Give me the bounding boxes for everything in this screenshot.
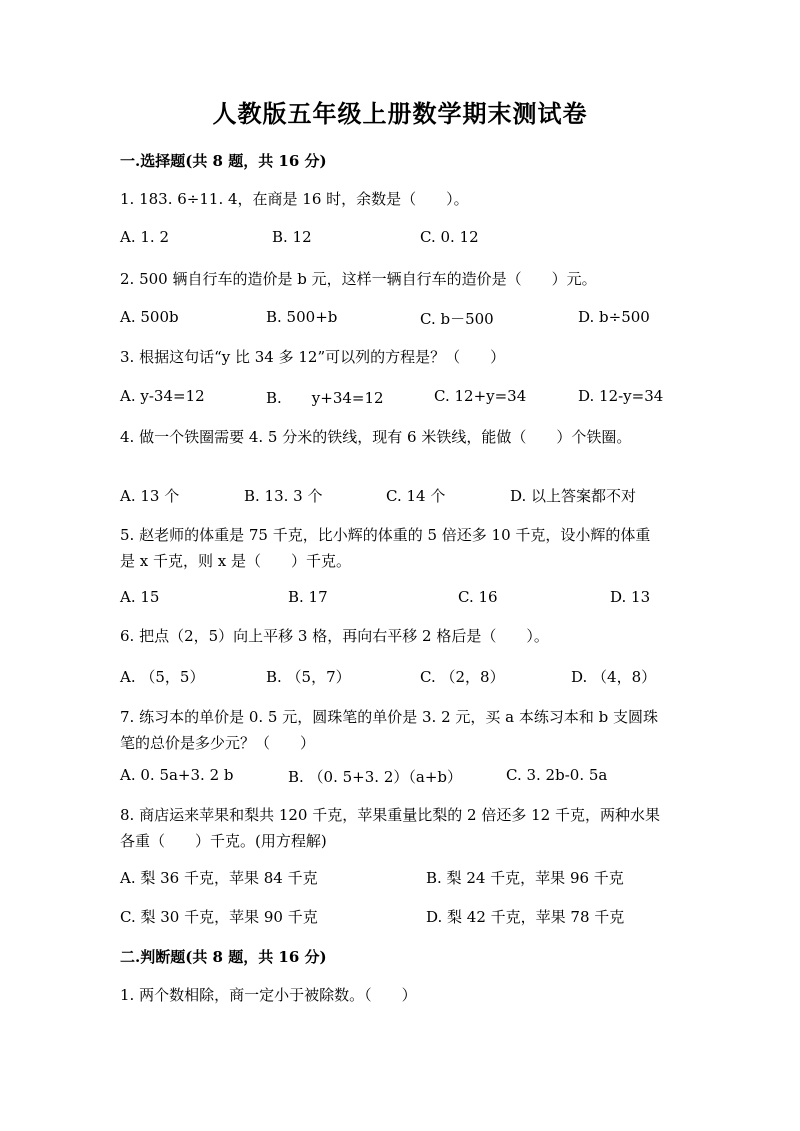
option-row xyxy=(0,485,800,509)
judgement-question-1 xyxy=(120,982,685,1008)
option-a: A. 梨 36 千克，苹果 84 千克 xyxy=(120,869,318,887)
option-b: B. 13. 3 个 xyxy=(244,487,323,505)
option-b: B. （0. 5+3. 2）（a+b） xyxy=(288,768,462,786)
question-5 xyxy=(120,522,685,574)
question-text-line-2: 是 x 千克，则 x 是（ ）千克。 xyxy=(120,552,351,570)
option-c: C. 12+y=34 xyxy=(434,387,527,405)
question-4 xyxy=(120,424,685,450)
option-c: C. 16 xyxy=(458,588,498,606)
option-row xyxy=(0,588,800,612)
option-d: D. b÷500 xyxy=(578,308,650,326)
option-b: B. y+34=12 xyxy=(266,389,384,407)
option-a: A. （5，5） xyxy=(120,668,205,686)
section-heading-judgement: 二.判断题(共 8 题，共 16 分) xyxy=(120,948,327,966)
option-a: A. 1. 2 xyxy=(120,228,169,246)
question-text: 1. 两个数相除，商一定小于被除数。（ ） xyxy=(120,986,417,1004)
option-row xyxy=(0,906,800,930)
question-text: 4. 做一个铁圈需要 4. 5 分米的铁线，现有 6 米铁线，能做（ ）个铁圈。 xyxy=(120,428,632,446)
option-row xyxy=(0,867,800,891)
option-row xyxy=(0,228,800,252)
option-row xyxy=(0,387,800,411)
question-1 xyxy=(120,186,685,212)
option-a: A. y-34=12 xyxy=(120,387,205,405)
page-title: 人教版五年级上册数学期末测试卷 xyxy=(212,99,588,128)
option-c: C. b－500 xyxy=(420,310,494,328)
option-row xyxy=(0,666,800,690)
question-text: 6. 把点（2，5）向上平移 3 格，再向右平移 2 格后是（ ）。 xyxy=(120,627,549,645)
option-b: B. 500+b xyxy=(266,308,338,326)
option-d: D. 以上答案都不对 xyxy=(510,487,637,505)
question-2 xyxy=(120,266,685,292)
option-c: C. 梨 30 千克，苹果 90 千克 xyxy=(120,908,318,926)
option-d: D. 梨 42 千克，苹果 78 千克 xyxy=(426,908,625,926)
option-a: A. 0. 5a+3. 2 b xyxy=(120,766,234,784)
option-c: C. 14 个 xyxy=(386,487,446,505)
option-row xyxy=(0,308,800,332)
option-d: D. 12-y=34 xyxy=(578,387,664,405)
section-heading-choice: 一.选择题(共 8 题，共 16 分) xyxy=(120,152,327,170)
question-text: 3. 根据这句话“y 比 34 多 12”可以列的方程是？（ ） xyxy=(120,348,506,366)
option-b: B. （5，7） xyxy=(266,668,351,686)
question-text-line-1: 7. 练习本的单价是 0. 5 元，圆珠笔的单价是 3. 2 元，买 a 本练习本和 b 支圆珠 xyxy=(120,708,659,726)
option-d: D. 13 xyxy=(610,588,651,606)
option-c: C. （2，8） xyxy=(420,668,505,686)
option-b: B. 梨 24 千克，苹果 96 千克 xyxy=(426,869,624,887)
question-text: 2. 500 辆自行车的造价是 b 元，这样一辆自行车的造价是（ ）元。 xyxy=(120,270,597,288)
question-text-line-1: 5. 赵老师的体重是 75 千克，比小辉的体重的 5 倍还多 10 千克，设小辉的体重 xyxy=(120,526,651,544)
question-8 xyxy=(120,802,685,854)
option-row xyxy=(0,766,800,790)
question-7 xyxy=(120,704,685,756)
question-6 xyxy=(120,623,685,649)
question-text-line-1: 8. 商店运来苹果和梨共 120 千克，苹果重量比梨的 2 倍还多 12 千克，两种水果 xyxy=(120,806,660,824)
option-a: A. 500b xyxy=(120,308,179,326)
question-text: 1. 183. 6÷11. 4，在商是 16 时，余数是（ ）。 xyxy=(120,190,469,208)
option-d: D. （4，8） xyxy=(571,668,657,686)
option-a: A. 13 个 xyxy=(120,487,180,505)
question-3 xyxy=(120,344,685,370)
option-b: B. 17 xyxy=(288,588,328,606)
option-b: B. 12 xyxy=(272,228,312,246)
option-c: C. 3. 2b-0. 5a xyxy=(506,766,608,784)
question-text-line-2: 笔的总价是多少元？（ ） xyxy=(120,734,316,752)
question-text-line-2: 各重（ ）千克。(用方程解) xyxy=(120,832,327,850)
option-c: C. 0. 12 xyxy=(420,228,479,246)
option-a: A. 15 xyxy=(120,588,160,606)
